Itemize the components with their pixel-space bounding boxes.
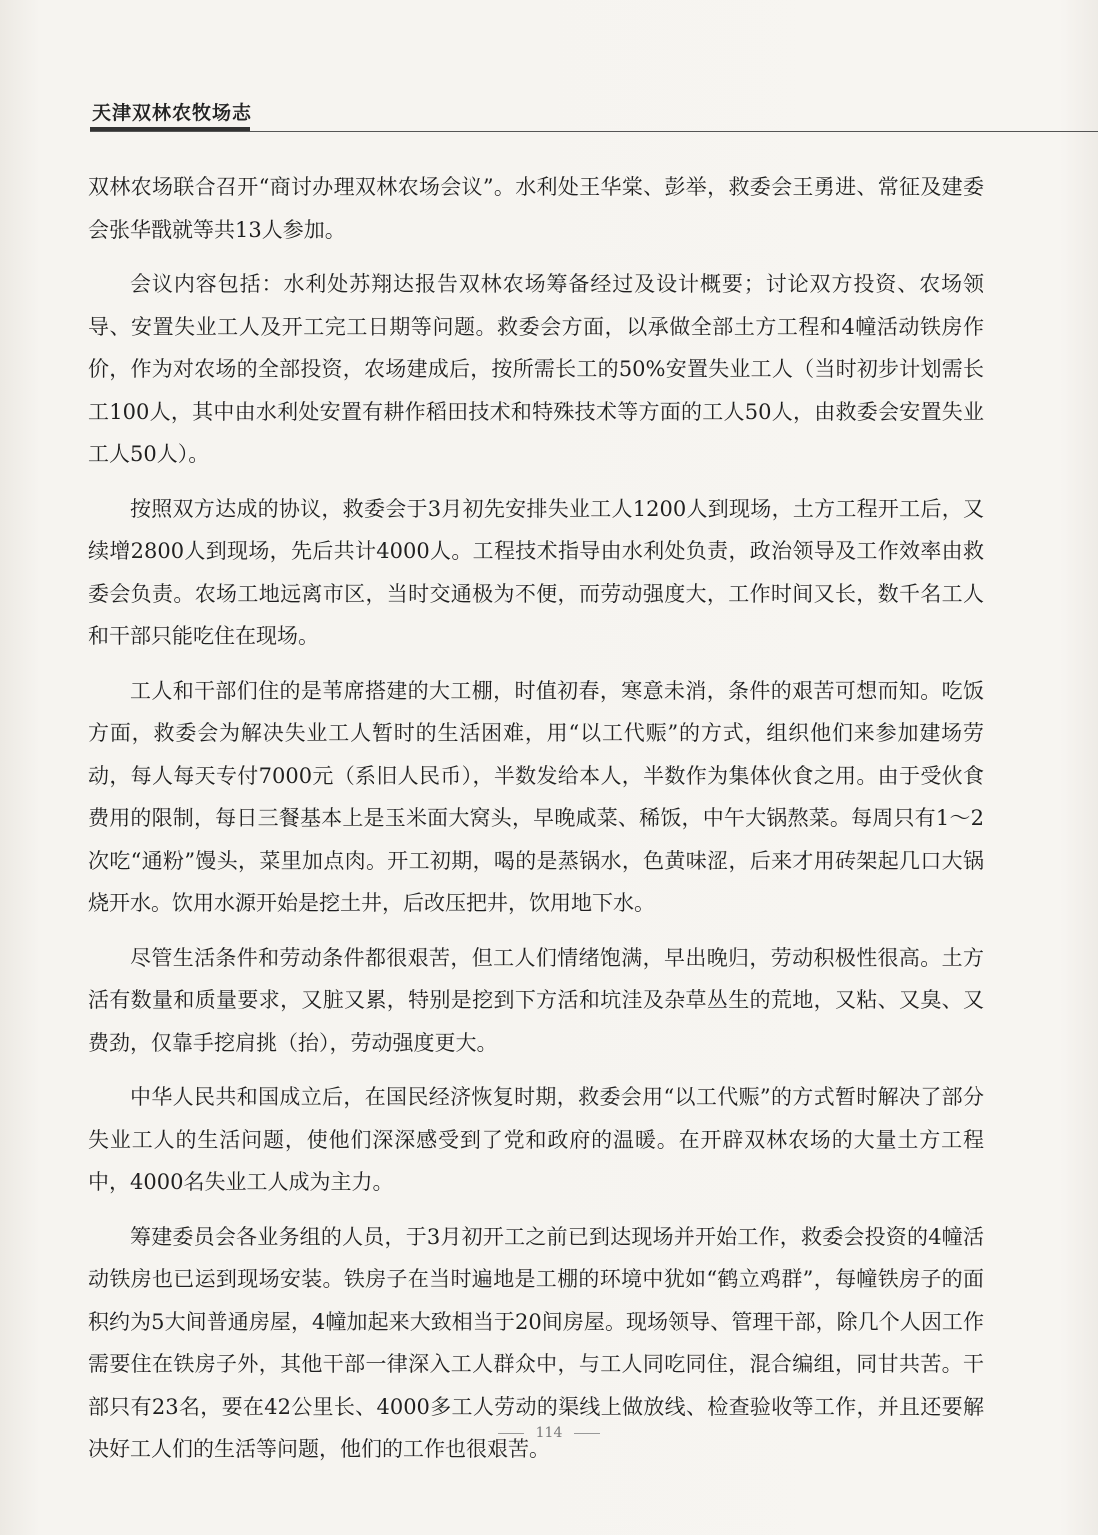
footer-dash-right [574,1433,600,1434]
paragraph: 尽管生活条件和劳动条件都很艰苦，但工人们情绪饱满，早出晚归，劳动积极性很高。土方活有数量和质量要求，又脏又累，特别是挖到下方活和坑洼及杂草丛生的荒地，又粘、又臭、又费劲，仅靠手挖肩挑（抬），劳动强度更大。 [88,945,984,1055]
paragraph: 筹建委员会各业务组的人员，于3月初开工之前已到达现场并开始工作，救委会投资的4幢活动铁房也已运到现场安装。铁房子在当时遍地是工棚的环境中犹如“鹤立鸡群”，每幢铁房子的面积约为5大间普通房屋，4幢加起来大致相当于20间房屋。现场领导、管理干部，除几个人因工作需要住在铁房子外，其他干部一律深入工人群众中，与工人同吃同住，混合编组，同甘共苦。干部只有23名，要在42公里长、4000多工人劳动的渠线上做放线、检查验收等工作，并且还要解决好工人们的生活等问题，他们的工作也很艰苦。 [88,1224,984,1461]
paragraph: 会议内容包括：水利处苏翔达报告双林农场筹备经过及设计概要；讨论双方投资、农场领导、安置失业工人及开工完工日期等问题。救委会方面，以承做全部土方工程和4幢活动铁房作价，作为对农场的全部投资，农场建成后，按所需长工的50%安置失业工人（当时初步计划需长工100人，其中由水利处安置有耕作稻田技术和特殊技术等方面的工人50人，由救委会安置失业工人50人）。 [88,272,984,466]
body-text [88,166,984,1483]
page-number: 114 [535,1425,563,1441]
paragraph: 工人和干部们住的是苇席搭建的大工棚，时值初春，寒意未消，条件的艰苦可想而知。吃饭方面，救委会为解决失业工人暂时的生活困难，用“以工代赈”的方式，组织他们来参加建场劳动，每人每天专付7000元（系旧人民币），半数发给本人，半数作为集体伙食之用。由于受伙食费用的限制，每日三餐基本上是玉米面大窝头，早晚咸菜、稀饭，中午大锅熬菜。每周只有1～2次吃“通粉”馒头，菜里加点肉。开工初期，喝的是蒸锅水，色黄味涩，后来才用砖架起几口大锅烧开水。饮用水源开始是挖土井，后改压把井，饮用地下水。 [88,678,984,915]
book-title: 天津双林农牧场志 [92,102,253,124]
header-rule-thin [90,131,1098,132]
paragraph: 双林农场联合召开“商讨办理双林农场会议”。水利处王华棠、彭举，救委会王勇进、常征及建委会张华戬就等共13人参加。 [88,175,984,242]
paragraph: 按照双方达成的协议，救委会于3月初先安排失业工人1200人到现场，土方工程开工后，又续增2800人到现场，先后共计4000人。工程技术指导由水利处负责，政治领导及工作效率由救委会负责。农场工地远离市区，当时交通极为不便，而劳动强度大，工作时间又长，数千名工人和干部只能吃住在现场。 [88,496,984,648]
paragraph: 中华人民共和国成立后，在国民经济恢复时期，救委会用“以工代赈”的方式暂时解决了部分失业工人的生活问题，使他们深深感受到了党和政府的温暖。在开辟双林农场的大量土方工程中，4000名失业工人成为主力。 [88,1085,984,1194]
page-footer [0,1425,1098,1441]
footer-dash-left [498,1433,524,1434]
